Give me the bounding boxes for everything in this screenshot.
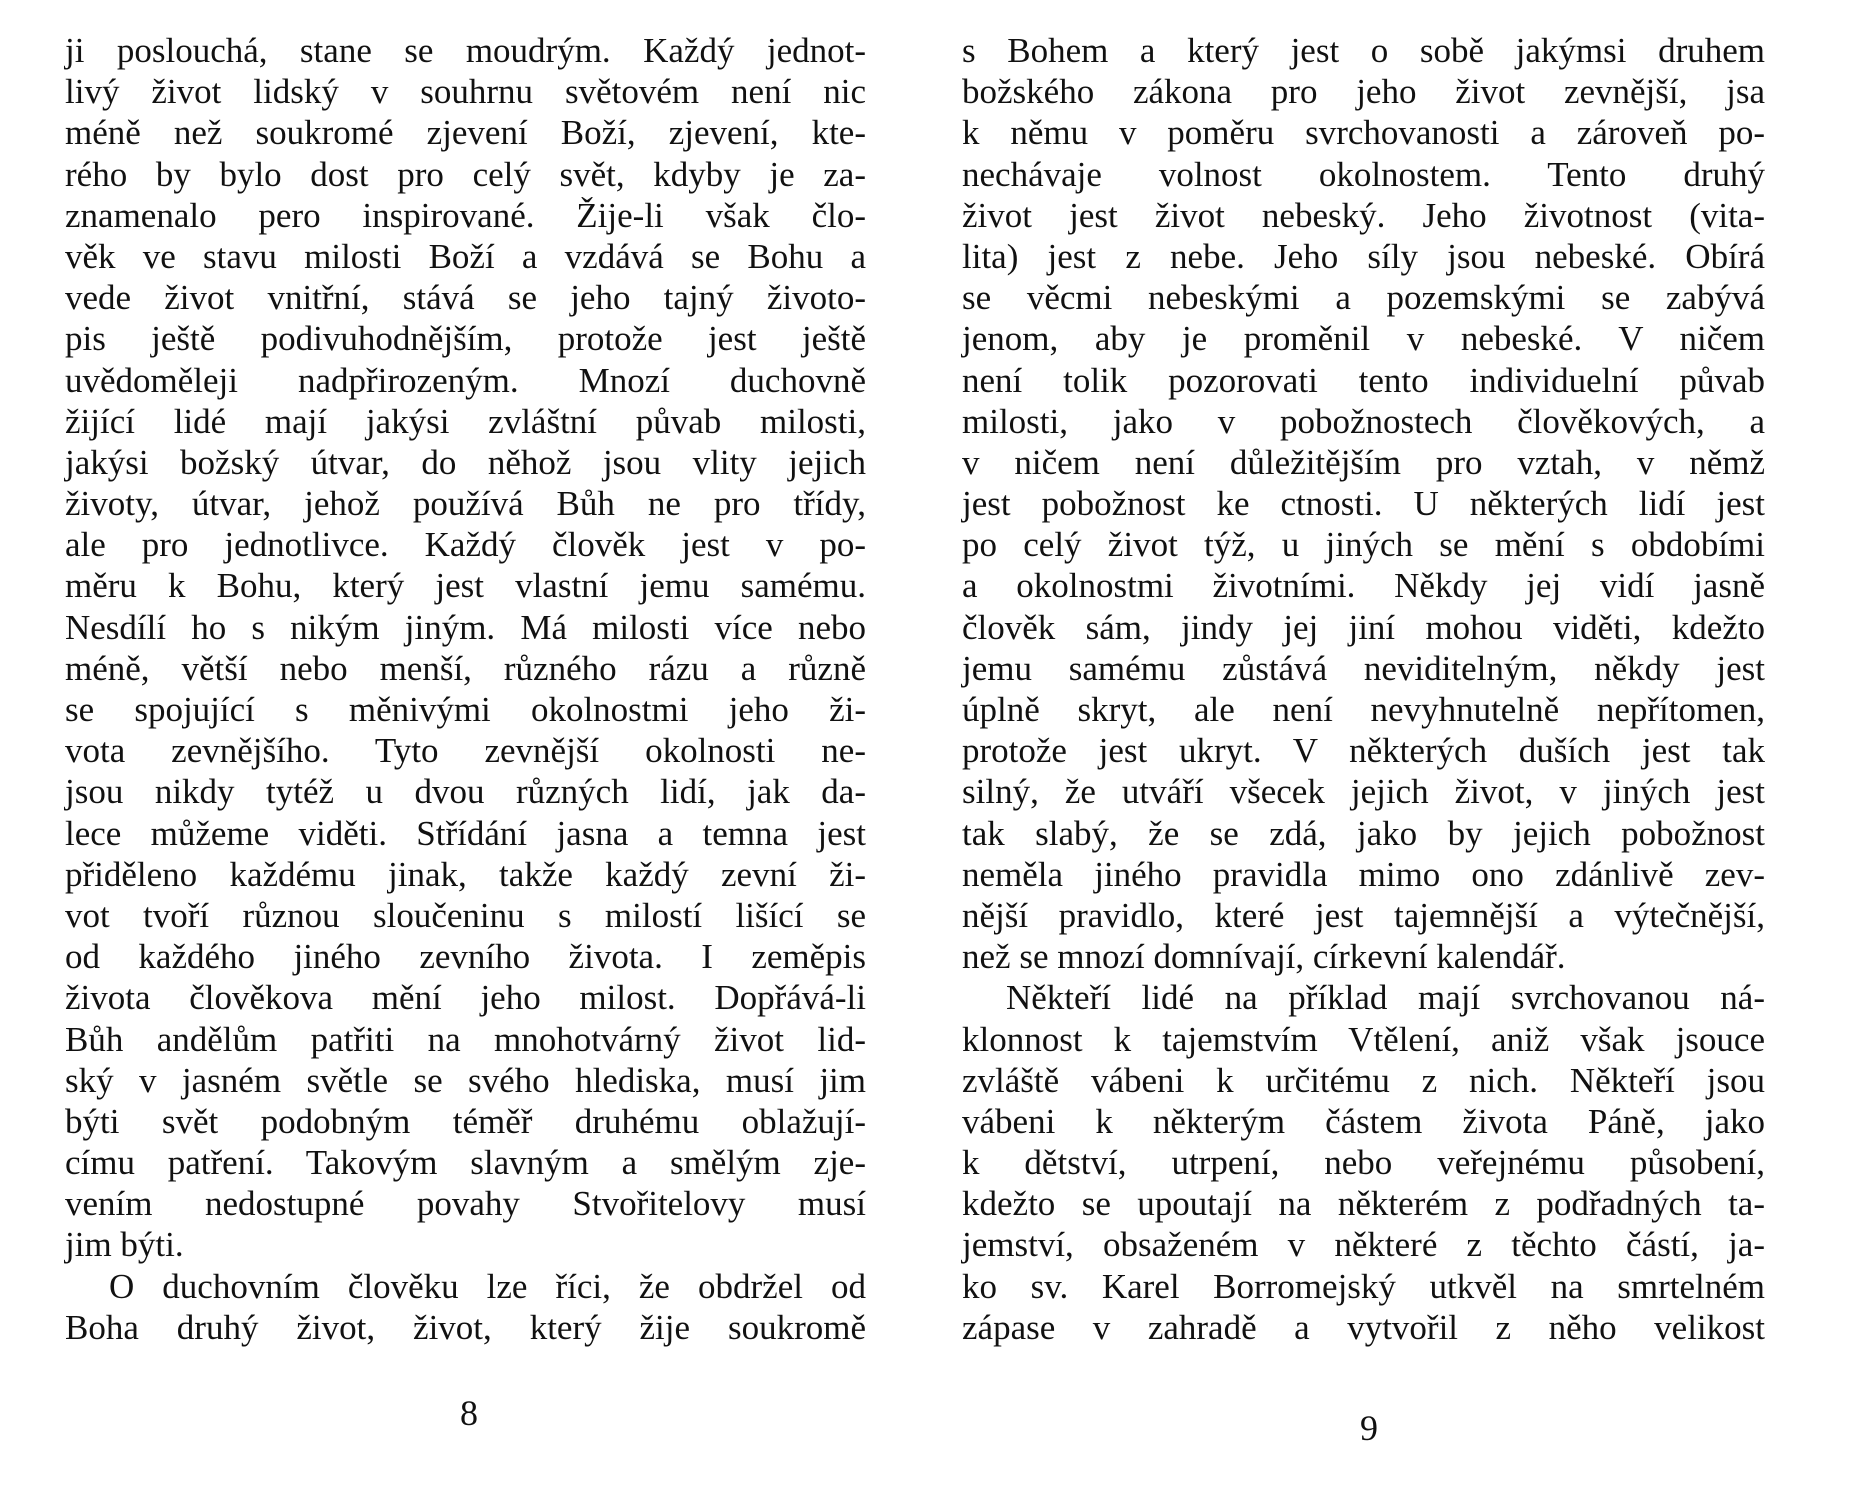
text-line: přiděleno každému jinak, takže každý zevní ži-	[65, 854, 866, 894]
text-line: lece můžeme viděti. Střídání jasna a temna jest	[65, 813, 866, 853]
text-line: věk ve stavu milosti Boží a vzdává se Bohu a	[65, 236, 866, 276]
text-line: ko sv. Karel Borromejský utkvěl na smrtelném	[962, 1266, 1765, 1306]
text-line: jemství, obsaženém v některé z těchto částí, ja-	[962, 1225, 1765, 1265]
left-page-text-column	[65, 30, 866, 1348]
text-line: úplně skryt, ale není nevyhnutelně nepřítomen,	[962, 690, 1765, 729]
text-line: býti svět podobným téměř druhému oblažují-	[65, 1101, 866, 1141]
page-number: 9	[1360, 1408, 1378, 1448]
text-line: jsou nikdy tytéž u dvou různých lidí, jak da-	[65, 772, 866, 812]
text-line: člověk sám, jindy jej jiní mohou viděti, kdežto	[962, 607, 1765, 647]
text-line: livý život lidský v souhrnu světovém není nic	[65, 72, 866, 112]
text-line: méně než soukromé zjevení Boží, zjevení, kte-	[65, 113, 866, 153]
text-line: s Bohem a který jest o sobě jakýmsi druhem	[962, 31, 1765, 70]
right-page	[925, 0, 1850, 1500]
text-line: protože jest ukryt. V některých duších jest tak	[962, 731, 1765, 771]
text-line: jim býti.	[65, 1225, 184, 1265]
text-line: měru k Bohu, který jest vlastní jemu samému.	[65, 566, 866, 606]
text-line: než se mnozí domnívají, církevní kalendář.	[962, 937, 1566, 977]
text-line: jakýsi božský útvar, do něhož jsou vlity jejich	[65, 442, 866, 482]
text-line: kdežto se upoutají na některém z podřadných ta-	[962, 1184, 1765, 1224]
text-line: nější pravidlo, které jest tajemnější a výtečnější,	[962, 895, 1765, 935]
text-line: klonnost k tajemstvím Vtělení, aniž však jsouce	[962, 1019, 1765, 1059]
text-line: ský v jasném světle se svého hlediska, musí jim	[65, 1060, 866, 1100]
text-line: po celý život týž, u jiných se mění s obdobími	[962, 525, 1765, 565]
text-line: jest pobožnost ke ctnosti. U některých lidí jest	[962, 484, 1765, 524]
text-line: k němu v poměru svrchovanosti a zároveň po-	[962, 113, 1765, 153]
text-line: Nesdílí ho s nikým jiným. Má milosti více nebo	[65, 607, 866, 647]
text-line: tak slabý, že se zdá, jako by jejich pobožnost	[962, 813, 1765, 853]
text-line: božského zákona pro jeho život zevnější, jsa	[962, 72, 1765, 112]
text-line: uvědoměleji nadpřirozeným. Mnozí duchovně	[65, 360, 866, 400]
text-line: vota zevnějšího. Tyto zevnější okolnosti ne-	[65, 731, 866, 771]
text-line: ale pro jednotlivce. Každý člověk jest v po-	[65, 525, 866, 565]
text-line: není tolik pozorovati tento individuelní půvab	[962, 360, 1765, 400]
text-line: Bůh andělům patřiti na mnohotvárný život lid-	[65, 1019, 866, 1059]
text-line: znamenalo pero inspirované. Žije-li však člo-	[65, 195, 866, 235]
text-line: vot tvoří různou sloučeninu s milostí lišící se	[65, 895, 866, 935]
text-line: ji poslouchá, stane se moudrým. Každý jednot-	[65, 31, 866, 70]
text-line: žijící lidé mají jakýsi zvláštní půvab milosti,	[65, 401, 866, 441]
text-line: pis ještě podivuhodnějším, protože jest ještě	[65, 319, 866, 359]
text-line: v ničem není důležitějším pro vztah, v němž	[962, 442, 1765, 482]
text-line: zvláště vábeni k určitému z nich. Někteří jsou	[962, 1060, 1765, 1100]
text-line: vením nedostupné povahy Stvořitelovy musí	[65, 1184, 866, 1224]
text-line: milosti, jako v pobožnostech člověkových, a	[962, 401, 1765, 441]
text-line: O duchovním člověku lze říci, že obdržel od	[109, 1266, 866, 1306]
text-line: jenom, aby je proměnil v nebeské. V ničem	[962, 319, 1765, 359]
text-line: vábeni k některým částem života Páně, jako	[962, 1101, 1765, 1141]
text-line: Někteří lidé na příklad mají svrchovanou ná-	[1006, 978, 1765, 1018]
text-line: se spojující s měnivými okolnostmi jeho ži-	[65, 690, 866, 729]
text-line: jemu samému zůstává neviditelným, někdy jest	[962, 648, 1765, 688]
text-line: Boha druhý život, život, který žije soukromě	[65, 1307, 866, 1347]
text-line: život jest život nebeský. Jeho životnost (vita-	[962, 195, 1765, 235]
text-line: od každého jiného zevního života. I zeměpis	[65, 937, 866, 977]
text-line: se věcmi nebeskými a pozemskými se zabývá	[962, 278, 1765, 318]
text-line: méně, větší nebo menší, různého rázu a různě	[65, 648, 866, 688]
text-line: lita) jest z nebe. Jeho síly jsou nebeské. Obírá	[962, 236, 1765, 276]
text-line: vede život vnitřní, stává se jeho tajný životo-	[65, 278, 866, 318]
text-line: rého by bylo dost pro celý svět, kdyby je za-	[65, 154, 866, 194]
text-line: neměla jiného pravidla mimo ono zdánlivě zev-	[962, 854, 1765, 894]
text-line: životy, útvar, jehož používá Bůh ne pro třídy,	[65, 484, 866, 524]
text-line: k dětství, utrpení, nebo veřejnému působení,	[962, 1143, 1765, 1183]
text-line: silný, že utváří všecek jejich život, v jiných jest	[962, 772, 1765, 812]
right-page-text-column	[962, 30, 1765, 1348]
text-line: zápase v zahradě a vytvořil z něho velikost	[962, 1307, 1765, 1347]
text-line: nechávaje volnost okolnostem. Tento druhý	[962, 154, 1765, 194]
text-line: a okolnostmi životními. Někdy jej vidí jasně	[962, 566, 1765, 606]
text-line: života člověkova mění jeho milost. Dopřává-li	[65, 978, 866, 1018]
text-line: címu patření. Takovým slavným a smělým zje-	[65, 1143, 866, 1183]
page-number: 8	[460, 1393, 478, 1433]
